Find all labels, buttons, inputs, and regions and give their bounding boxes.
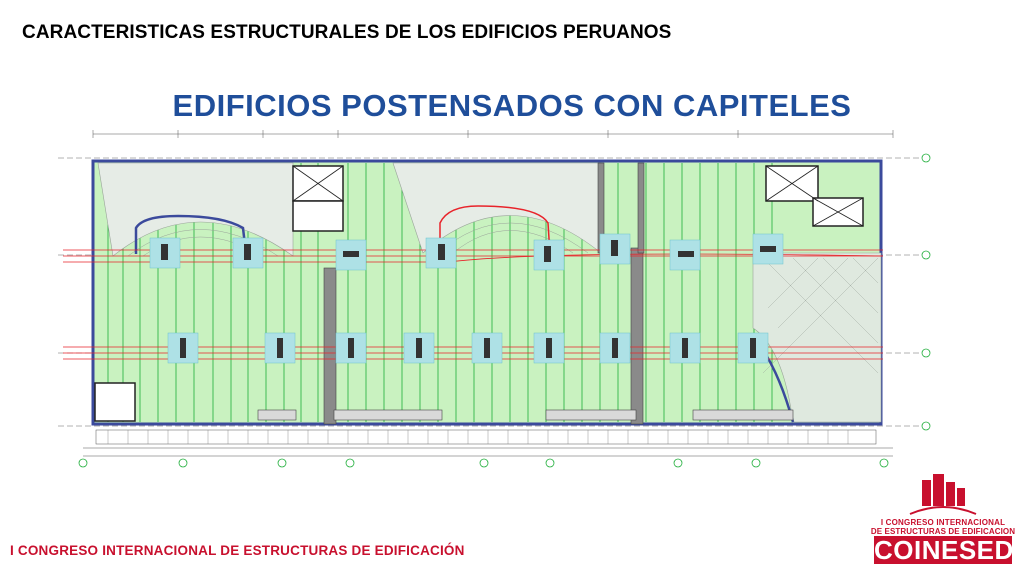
coinesed-logo (870, 470, 1016, 570)
slide-header: CARACTERISTICAS ESTRUCTURALES DE LOS EDIFICIOS PERUANOS (22, 22, 672, 43)
logo-line-1: I CONGRESO INTERNACIONAL (880, 518, 1006, 527)
floor-plan-drawing (48, 128, 948, 473)
logo-buildings-icon (870, 470, 1016, 518)
logo-wordmark: COINESED (874, 535, 1014, 565)
footer-congress-name: I CONGRESO INTERNACIONAL DE ESTRUCTURAS DE EDIFICACIÓN (10, 543, 465, 558)
logo-line-2: DE ESTRUCTURAS DE EDIFICACION (870, 527, 1016, 536)
slide-title: EDIFICIOS POSTENSADOS CON CAPITELES (172, 88, 852, 123)
